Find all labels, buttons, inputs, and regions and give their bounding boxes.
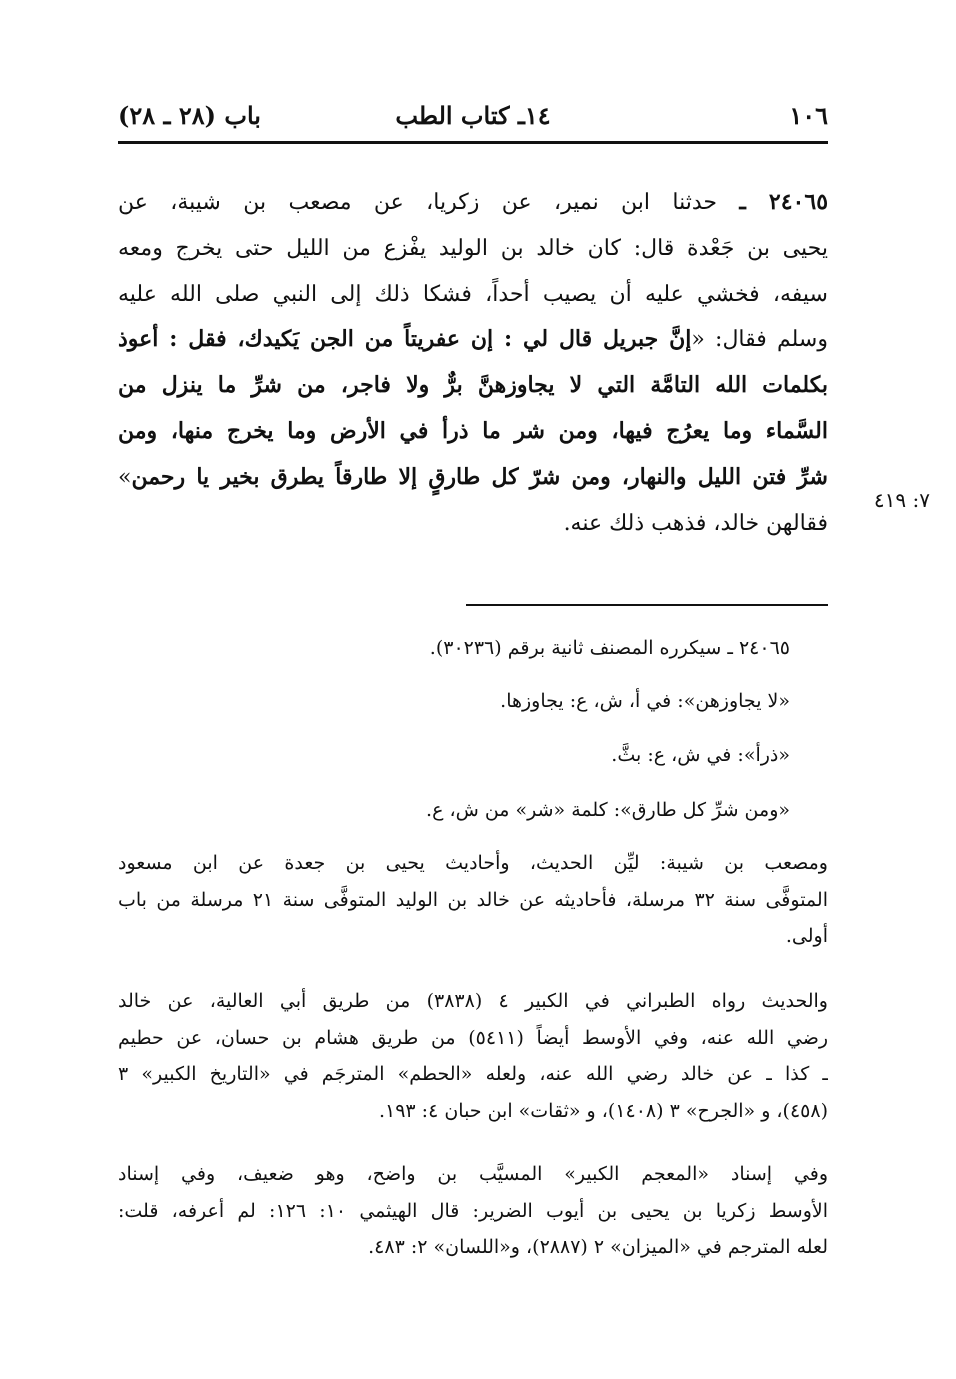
footnote-paragraph-line: أولى. bbox=[785, 925, 828, 947]
hadith-line: السَّماء وما يعرُج فيها، ومن شر ما ذرأ في الأرض وما يخرج منها، ومن bbox=[118, 417, 828, 444]
hadith-line: بكلمات الله التامَّة التي لا يجاوزهنَّ برٌّ ولا فاجر، من شرِّ ما ينزل من bbox=[118, 372, 828, 399]
footnote-paragraph-line: لعله المترجم في «الميزان» ٢ (٢٨٨٧)، و«اللسان» ٢: ٤٨٣. bbox=[368, 1236, 828, 1258]
footnote-paragraph-line: الأوسط زكريا بن يحيى بن أيوب الضرير: قال الهيثمي ١٠: ١٢٦: لم أعرفه، قلت: bbox=[118, 1199, 828, 1222]
hadith-line: وسلم فقال: «إنَّ جبريل قال لي : إن عفريتاً من الجن يَكيدك، فقل : أعوذ bbox=[118, 326, 828, 353]
footnote-paragraph bbox=[118, 983, 828, 1129]
footnote-line: «ومن شرِّ كل طارق»: كلمة «شر» من ش، ع. bbox=[426, 799, 790, 821]
footnote-line: ٢٤٠٦٥ ـ سيكرره المصنف ثانية برقم (٣٠٢٣٦). bbox=[429, 637, 790, 659]
footnote-paragraph bbox=[118, 1156, 828, 1266]
hadith-line: فقالهن خالد، فذهب ذلك عنه. bbox=[563, 510, 828, 536]
footnote-paragraph-line: المتوفَّى سنة ٣٢ مرسلة، فأحاديثه عن خالد بن الوليد المتوفَّى سنة ٢١ مرسلة من باب bbox=[118, 888, 828, 911]
footnote-line: «لا يجاوزهن»: في أ، ش، ع: يجاوزها. bbox=[500, 690, 790, 712]
footnote-rule bbox=[466, 604, 828, 606]
footnote-line: «ذرأ»: في ش، ع: بثَّ. bbox=[611, 744, 790, 766]
footnote-paragraph-line: وفي إسناد «المعجم الكبير» المسيَّب بن واضح، وهو ضعيف، وفي إسناد bbox=[118, 1163, 828, 1185]
hadith-text bbox=[118, 180, 828, 546]
hadith-number: ٢٤٠٦٥ ـ bbox=[739, 189, 828, 215]
book-title: ١٤ـ كتاب الطب bbox=[395, 101, 551, 130]
hadith-line: يحيى بن جَعْدة قال: كان خالد بن الوليد يفْزع من الليل حتى يخرج ومعه bbox=[118, 235, 828, 261]
margin-reference: ٧: ٤١٩ bbox=[873, 488, 930, 512]
header-rule bbox=[118, 141, 828, 144]
footnote-paragraph-line: (٤٥٨)، و «الجرح» ٣ (١٤٠٨)، و «ثقات» ابن حبان ٤: ١٩٣. bbox=[378, 1099, 828, 1122]
hadith-line: سيفه، فخشي عليه أن يصيب أحداً، فشكا ذلك إلى النبي صلى الله عليه bbox=[118, 281, 828, 307]
footnote-paragraph-line: ـ كذا ـ عن خالد رضي الله عنه، ولعله «الحطم» المترجَم في «التاريخ الكبير» ٣ bbox=[118, 1063, 828, 1085]
hadith-line: شرِّ فتن الليل والنهار، ومن شرّ كل طارقٍ إلا طارقاً يطرق بخير يا رحمن» bbox=[118, 463, 828, 490]
chapter-title: باب (٢٨ ـ ٢٨) bbox=[118, 101, 261, 130]
page-header bbox=[118, 96, 828, 136]
page-number: ١٠٦ bbox=[789, 101, 828, 130]
hadith-line: ٢٤٠٦٥ ـ حدثنا ابن نمير، عن زكريا، عن مصعب بن شيبة، عن bbox=[118, 189, 828, 215]
footnote-paragraph bbox=[118, 845, 828, 955]
footnote-paragraph-line: رضي الله عنه، وفي الأوسط أيضاً (٥٤١١) من طريق هشام بن حسان، عن حطيم bbox=[118, 1026, 828, 1049]
footnote-paragraph-line: ومصعب بن شيبة: ليِّن الحديث، وأحاديث يحيى بن جعدة عن ابن مسعود bbox=[118, 852, 828, 874]
footnote-paragraph-line: والحديث رواه الطبراني في الكبير ٤ (٣٨٣٨) من طريق أبي العالية، عن خالد bbox=[118, 990, 828, 1012]
